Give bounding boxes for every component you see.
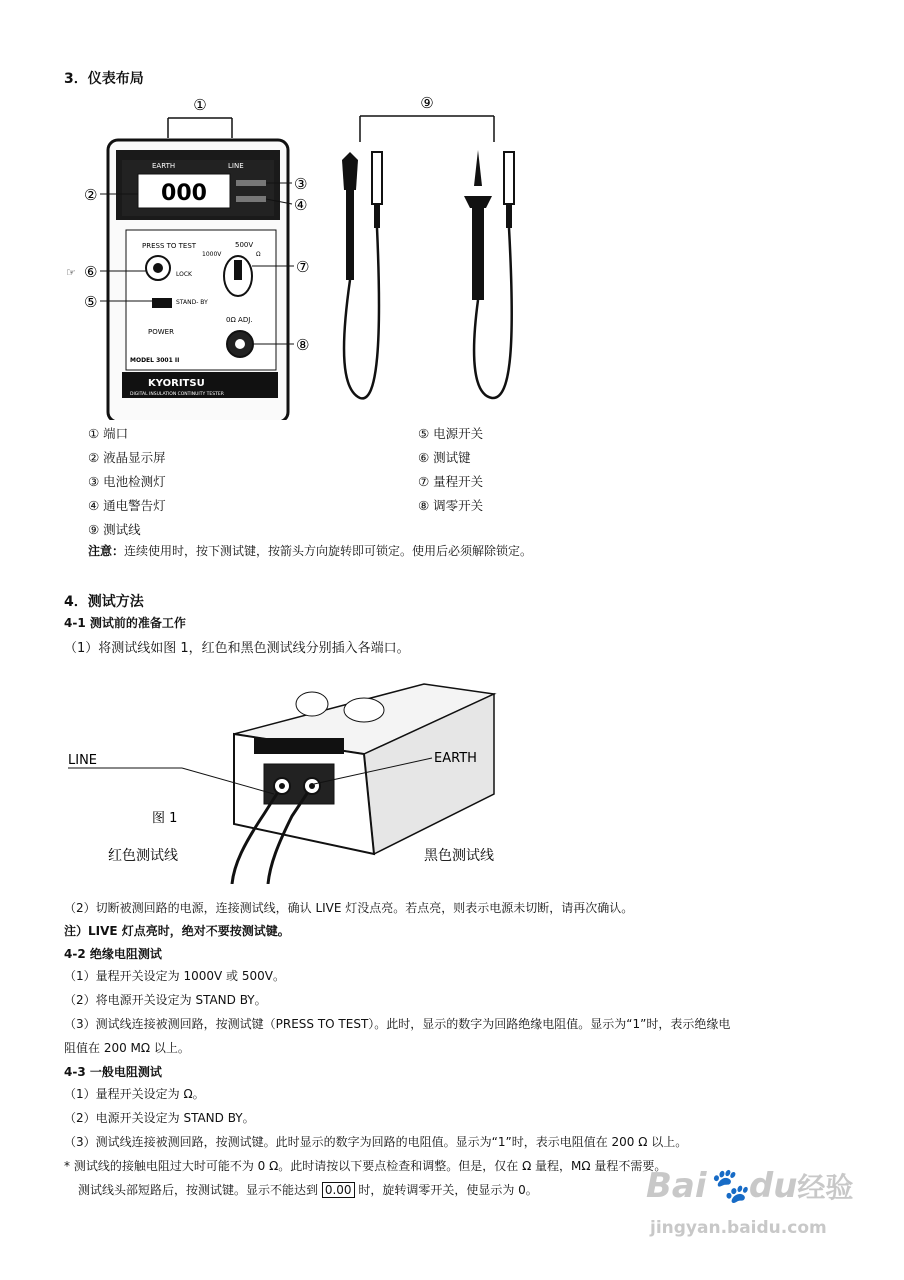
legend-item: ⑤ 电源开关 [418,426,484,441]
press-to-test-label: PRESS TO TEST [142,242,197,250]
earth-label: EARTH [152,162,176,170]
watermark-url: jingyan.baidu.com [650,1218,827,1238]
fig1-caption: 图 1 [152,811,178,826]
callout-4: ④ [294,196,308,214]
section-4-1-step-2: （2）切断被测回路的电源，连接测试线，确认 LIVE 灯没点亮。若点亮，则表示电源未切断，请再次确认。 [64,901,634,915]
model-label: MODEL 3001 II [130,357,180,364]
legend-item: ③ 电池检测灯 [88,474,166,489]
hand-icon: ☞ [66,266,76,279]
figure-1-diagram [64,664,524,884]
fig1-black-lead: 黑色测试线 [424,848,494,864]
meter-subtitle: DIGITAL INSULATION CONTINUITY TESTER [130,392,224,397]
watermark-brand-2: du [748,1166,798,1206]
section-4-1-step-1: （1）将测试线如图 1，红色和黑色测试线分别插入各端口。 [64,641,410,656]
lcd-readout: 000 [161,181,207,206]
caution-text: 连续使用时，按下测试键，按箭头方向旋转即可锁定。使用后必须解除锁定。 [124,544,533,558]
watermark-logo [646,1166,853,1206]
zero-adj-label: 0Ω ADJ. [226,316,253,324]
section-4-3-title: 4-3 一般电阻测试 [64,1065,162,1079]
lock-label: LOCK [176,271,192,278]
section-4-3-zero-adjust [78,1182,538,1198]
section-4-1-title: 4-1 测试前的准备工作 [64,616,186,630]
legend-item: ⑥ 测试键 [418,450,471,465]
section-4-3-step-1: （1）量程开关设定为 Ω。 [64,1087,205,1101]
fig1-red-lead: 红色测试线 [108,848,178,864]
callout-6: ⑥ [84,263,98,281]
section-4-2-title: 4-2 绝缘电阻测试 [64,947,162,961]
section-4-3-step-2: （2）电源开关设定为 STAND BY。 [64,1111,255,1125]
section-3-title: 3．仪表布局 [64,71,144,87]
zero-adjust-text-a: 测试线头部短路后，按测试键。显示不能达到 [78,1183,322,1197]
callout-7: ⑦ [296,258,310,276]
fig1-earth-label: EARTH [434,751,477,766]
legend-item: ⑧ 调零开关 [418,498,484,513]
paw-icon: 🐾 [706,1166,749,1206]
section-4-2-step-3: （3）测试线连接被测回路，按测试键（PRESS TO TEST）。此时，显示的数字为回路绝缘电阻值。显示为“1”时，表示绝缘电 [64,1017,731,1031]
callout-5: ⑤ [84,293,98,311]
line-label: LINE [228,162,244,170]
fig1-line-label: LINE [68,753,98,768]
range-500: 500V [235,241,254,249]
watermark-brand: Bai [646,1166,707,1206]
zero-reading-box: 0.00 [322,1182,355,1198]
meter-layout-diagram [60,90,550,420]
range-ohm: Ω [256,251,261,258]
caution-label: 注意： [88,544,125,558]
section-4-3-step-3: （3）测试线连接被测回路，按测试键。此时显示的数字为回路的电阻值。显示为“1”时，表示电阻值在 200 Ω 以上。 [64,1135,688,1149]
stand-by-label: STAND- BY [176,299,208,306]
range-1000: 1000V [202,251,222,258]
legend-item: ① 端口 [88,426,129,441]
callout-9: ⑨ [420,94,434,112]
watermark-cn: 经验 [797,1171,854,1204]
callout-2: ② [84,186,98,204]
brand-label: KYORITSU [148,378,205,389]
legend-item: ④ 通电警告灯 [88,498,166,513]
section-4-2-step-1: （1）量程开关设定为 1000V 或 500V。 [64,969,285,983]
section-4-title: 4．测试方法 [64,594,144,610]
zero-adjust-text-b: 时，旋转调零开关，使显示为 0。 [354,1183,538,1197]
section-4-2-step-3-cont: 阻值在 200 MΩ 以上。 [64,1041,190,1055]
caution-note [88,543,532,559]
section-4-3-star-note: * 测试线的接触电阻过大时可能不为 0 Ω。此时请按以下要点检查和调整。但是，仅在 Ω 量程，MΩ 量程不需要。 [64,1159,667,1173]
callout-8: ⑧ [296,336,310,354]
legend-item: ⑦ 量程开关 [418,474,484,489]
callout-3: ③ [294,175,308,193]
section-4-2-step-2: （2）将电源开关设定为 STAND BY。 [64,993,267,1007]
legend-item: ⑨ 测试线 [88,522,141,537]
callout-1: ① [193,96,207,114]
power-label: POWER [148,328,174,336]
legend-item: ② 液晶显示屏 [88,450,166,465]
section-4-1-note: 注）LIVE 灯点亮时，绝对不要按测试键。 [64,924,290,938]
